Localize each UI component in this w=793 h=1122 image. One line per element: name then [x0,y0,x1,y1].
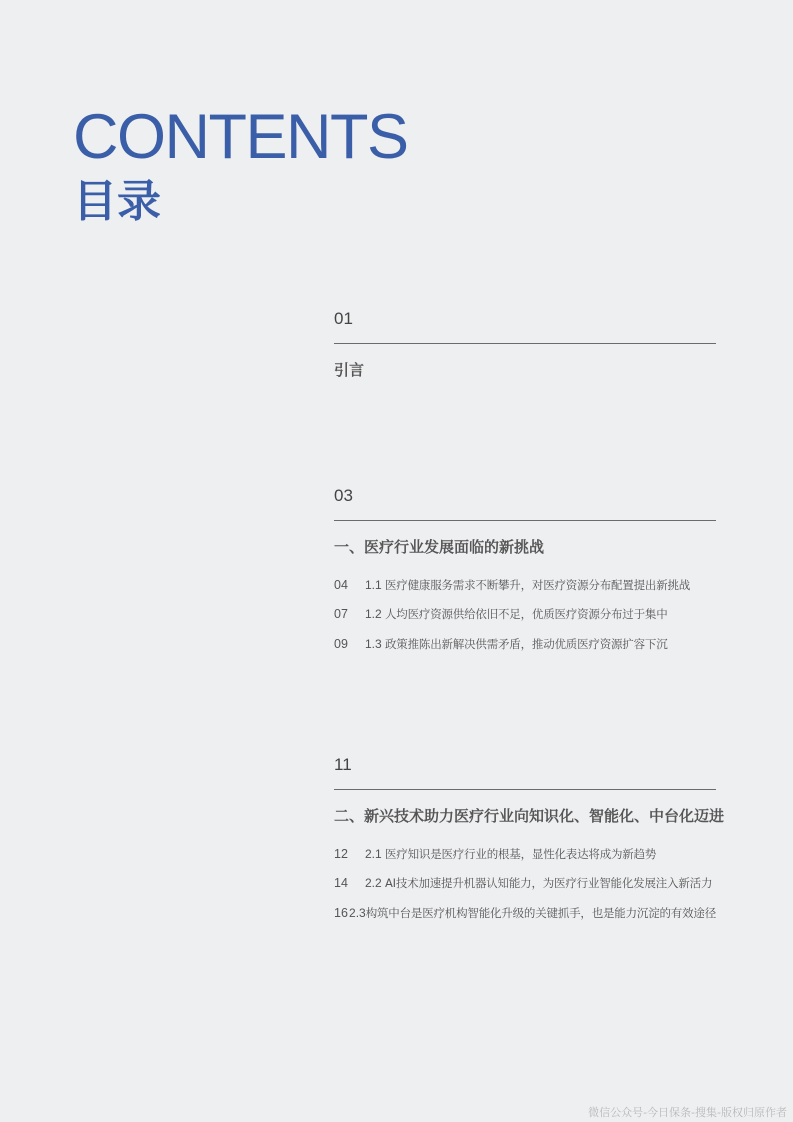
item-page-number: 04 [334,577,348,592]
item-page-number: 09 [334,636,348,651]
toc-section-technology [334,755,725,928]
section-page-number: 03 [334,486,353,505]
item-page-number: 16 [334,905,348,920]
toc-item[interactable] [334,869,716,899]
toc-item[interactable] [334,570,716,600]
section-title[interactable]: 一、医疗行业发展面临的新挑战 [334,538,545,556]
item-text: AI技术加速提升机器认知能力，为医疗行业智能化发展注入新活力 [385,876,713,891]
item-text: 医疗知识是医疗行业的根基，显性化表达将成为新趋势 [385,846,657,861]
item-page-number: 14 [334,876,348,891]
section-page-number: 01 [334,309,353,328]
section-divider [334,789,716,790]
item-text: 人均医疗资源供给依旧不足，优质医疗资源分布过于集中 [385,607,668,622]
item-number: 2.2 [365,876,382,891]
section-title[interactable]: 引言 [334,361,365,379]
item-page-number: 07 [334,607,348,622]
item-number: 2.1 [365,846,382,861]
toc-section-challenges [334,486,716,659]
item-number: 1.2 [365,607,382,622]
toc-item[interactable] [334,600,716,630]
section-title[interactable]: 二、新兴技术助力医疗行业向知识化、智能化、中台化迈进 [334,807,725,825]
item-text: 医疗健康服务需求不断攀升，对医疗资源分布配置提出新挑战 [385,577,691,592]
page-title-chinese: 目录 [73,176,161,227]
item-page-number: 12 [334,846,348,861]
page-title-english: CONTENTS [73,102,408,172]
toc-item[interactable] [334,898,716,928]
section-divider [334,520,716,521]
section-page-number: 11 [334,755,352,774]
watermark-text: 微信公众号-今日保条-搜集-版权归原作者 [588,1106,787,1119]
toc-item-list [334,839,716,928]
toc-section-intro [334,309,716,380]
contents-header [73,102,408,230]
item-number: 1.1 [365,577,382,592]
item-text: 构筑中台是医疗机构智能化升级的关键抓手，也是能力沉淀的有效途径 [365,905,716,920]
toc-item[interactable] [334,629,716,659]
section-divider [334,343,716,344]
toc-item-list [334,570,716,659]
toc-item[interactable] [334,839,716,869]
item-number: 2.3 [349,905,366,920]
item-number: 1.3 [365,636,382,651]
item-text: 政策推陈出新解决供需矛盾，推动优质医疗资源扩容下沉 [385,636,668,651]
